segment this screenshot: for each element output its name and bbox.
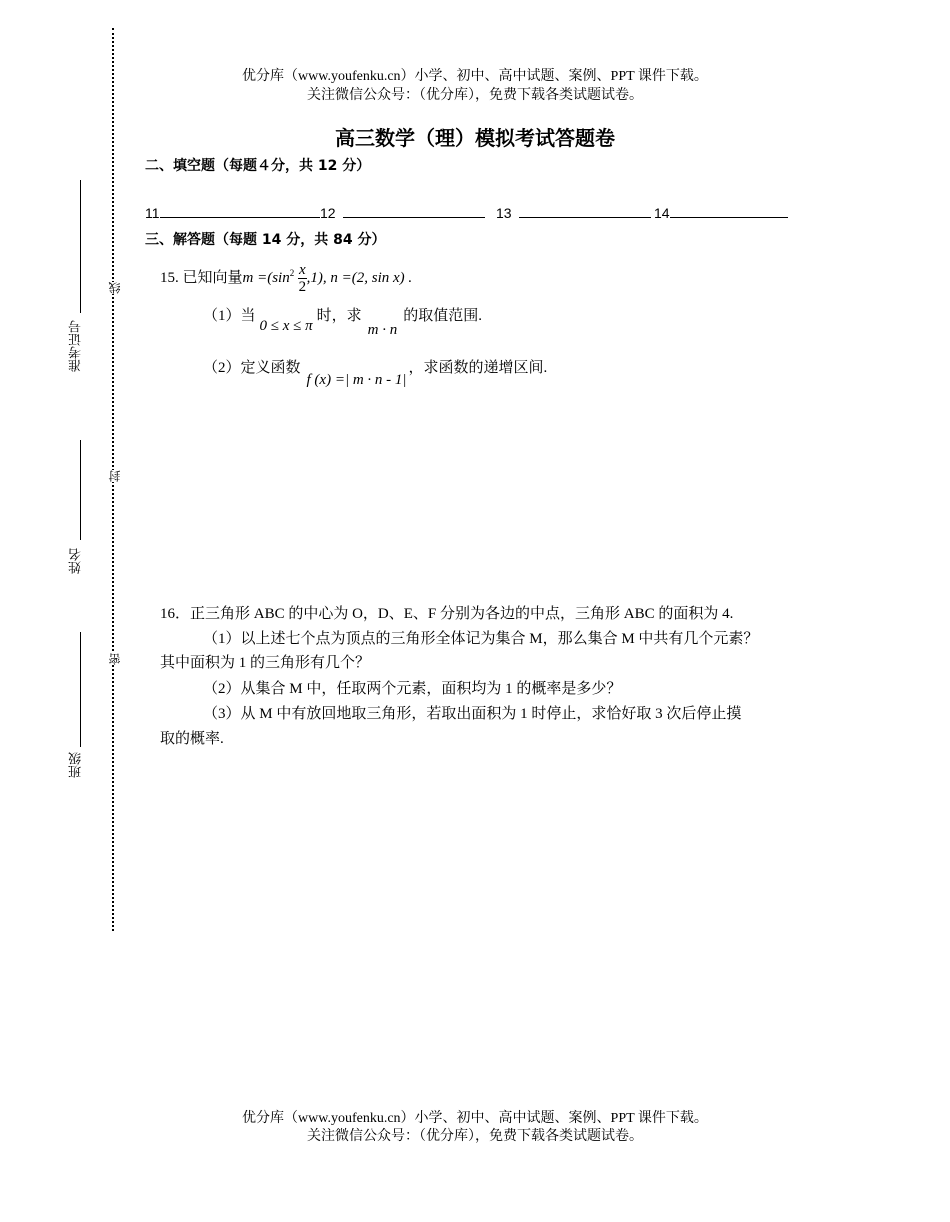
q15-fraction (298, 262, 307, 295)
q15-vector-n: ,1), n =(2, sin x) . (306, 270, 413, 286)
blank-13 (496, 203, 651, 221)
blank-11-line[interactable] (160, 203, 320, 218)
blank-14 (654, 203, 788, 221)
q15-p2-a: （2）定义函数 (203, 360, 301, 376)
seal-word-seal: 封 (108, 470, 122, 482)
name-label: 姓名 (69, 548, 84, 574)
class-label: 班级 (69, 752, 84, 778)
q15-p1-a: （1）当 (203, 308, 256, 324)
q16-line-4: （2）从集合 M 中，任取两个元素，面积均为 1 的概率是多少？ (203, 681, 622, 697)
seal-word-line: 线 (108, 282, 122, 294)
q15-p2-func: f (x) =| m · n - 1| (306, 372, 407, 388)
class-line[interactable] (80, 632, 81, 747)
footer-line-1: 优分库（www.youfenku.cn）小学、初中、高中试题、案例、PPT 课件下载。 (242, 1111, 708, 1126)
q16-line-3: 其中面积为 1 的三角形有几个？ (160, 655, 371, 671)
name-line[interactable] (80, 440, 81, 540)
q16-line-2: （1）以上述七个点为顶点的三角形全体记为集合 M，那么集合 M 中共有几个元素？ (203, 631, 759, 647)
page-title: 高三数学（理）模拟考试答题卷 (335, 126, 615, 150)
q15-answer-area[interactable] (160, 400, 810, 590)
exam-id-line[interactable] (80, 180, 81, 313)
blank-13-line[interactable] (519, 203, 651, 218)
q15-sup: 2 (289, 268, 295, 278)
q15-p1-b: 时，求 (316, 308, 362, 324)
q15-number: 15. (160, 270, 179, 286)
q15-part1 (203, 304, 483, 338)
seal-word-secret: 密 (108, 653, 122, 665)
exam-id-label: 准考证号 (69, 320, 84, 372)
q15-intro: 已知向量 (182, 270, 243, 286)
blank-12-number: 12 (320, 205, 336, 221)
blank-13-number: 13 (496, 205, 512, 221)
blank-14-line[interactable] (670, 203, 788, 218)
section-solve-heading: 三、解答题（每题 14 分，共 84 分） (145, 232, 386, 248)
q15-p1-c: 的取值范围. (403, 308, 483, 324)
blank-11 (145, 203, 320, 221)
q16-line-6: 取的概率. (160, 731, 224, 747)
q16-answer-area[interactable] (160, 755, 810, 1055)
blank-12 (320, 203, 485, 221)
blank-12-line[interactable] (343, 203, 485, 218)
blank-11-number: 11 (145, 205, 160, 221)
q15-p1-range: 0 ≤ x ≤ π (259, 318, 313, 334)
section-fill-in-heading: 二、填空题（每题４分，共 12 分） (145, 158, 371, 174)
footer-line-2: 关注微信公众号：（优分库），免费下载各类试题试卷。 (307, 1129, 643, 1144)
q16-line-5: （3）从 M 中有放回地取三角形，若取出面积为 1 时停止，求恰好取 3 次后停止摸 (203, 706, 742, 722)
q15-frac-den: 2 (298, 279, 307, 296)
q15-p1-mn: m · n (367, 322, 398, 338)
q15-part2 (203, 356, 548, 388)
q15-statement (160, 256, 412, 295)
header-line-2: 关注微信公众号：（优分库），免费下载各类试题试卷。 (307, 88, 643, 103)
header-line-1: 优分库（www.youfenku.cn）小学、初中、高中试题、案例、PPT 课件下载。 (242, 69, 708, 84)
q15-frac-num: x (298, 262, 306, 279)
q16-line-1: 16．正三角形 ABC 的中心为 O，D、E、F 分别为各边的中点，三角形 ABC 的面积为 4. (160, 606, 734, 622)
blank-14-number: 14 (654, 205, 670, 221)
q15-vector-m: m =(sin (242, 270, 290, 286)
q15-p2-b: ，求函数的递增区间. (408, 360, 548, 376)
